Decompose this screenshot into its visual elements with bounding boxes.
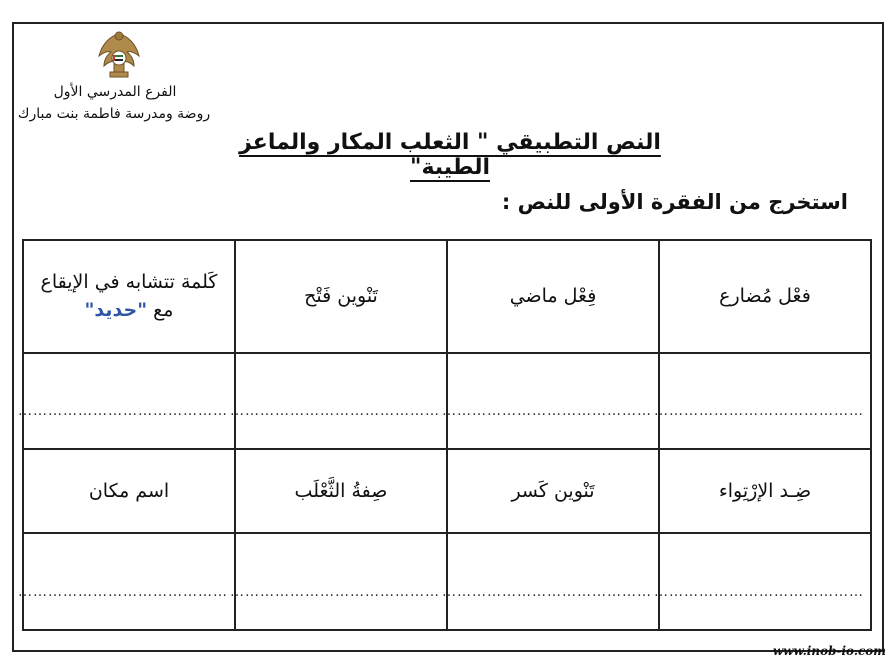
answer-cell[interactable]: [18, 533, 235, 630]
instruction: استخرج من الفقرة الأولى للنص :: [501, 190, 848, 214]
table-row: [23, 240, 871, 353]
dotted-blank: ……………………………………: [442, 403, 652, 420]
answer-table: [18, 239, 872, 631]
answer-cell[interactable]: [230, 353, 447, 449]
table-row: [23, 449, 871, 533]
uae-emblem-icon: [96, 28, 142, 80]
answer-cell[interactable]: [654, 533, 871, 630]
answer-cell[interactable]: [654, 353, 871, 449]
answer-cell[interactable]: [442, 533, 659, 630]
page-title: النص التطبيقي " الثعلب المكار والماعز الطيبة": [239, 130, 661, 180]
header-cell-tanween-fath: تَنْوين فَتْح: [235, 240, 447, 353]
dotted-blank: ……………………………………: [442, 584, 652, 601]
header-cell-past-verb: فِعْل ماضي: [447, 240, 659, 353]
rhyme-line2: [30, 299, 228, 321]
table-row: [23, 533, 871, 630]
dotted-blank: ……………………………………: [230, 584, 440, 601]
answer-cell[interactable]: [442, 353, 659, 449]
header-cell-present-verb: فعْل مُضارع: [659, 240, 871, 353]
header-cell-antonym: ضِـد الإرْتِواء: [659, 449, 871, 533]
rhyme-line1: كَلمة تتشابه في الإيقاع: [40, 271, 218, 294]
dotted-blank: ……………………………………: [18, 584, 228, 601]
table-row: [23, 353, 871, 449]
header-cell-place-noun: اسم مكان: [23, 449, 235, 533]
rhyme-word: "حديد": [84, 299, 148, 322]
header-cell-tanween-kasr: تَنْوين كَسر: [447, 449, 659, 533]
dotted-blank: ……………………………………: [18, 403, 228, 420]
school-name: روضة ومدرسة فاطمة بنت مبارك: [17, 106, 211, 122]
answer-cell[interactable]: [18, 353, 235, 449]
dotted-blank: ……………………………………: [654, 403, 864, 420]
footer-url: www.inob-io.com: [772, 644, 886, 658]
rhyme-prefix: مع: [147, 299, 174, 322]
header-cell-rhyme-word: [23, 240, 235, 353]
dotted-blank: ……………………………………: [654, 584, 864, 601]
school-branch: الفرع المدرسي الأول: [53, 84, 177, 100]
header-cell-fox-trait: صِفةُ الثَّعْلَب: [235, 449, 447, 533]
dotted-blank: ……………………………………: [230, 403, 440, 420]
answer-cell[interactable]: [230, 533, 447, 630]
